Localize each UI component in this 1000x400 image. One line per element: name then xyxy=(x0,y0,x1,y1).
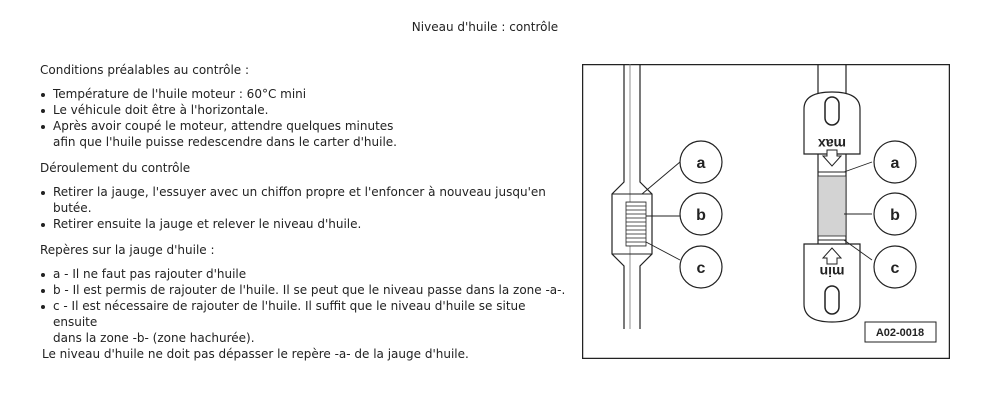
marker-item-continuation: dans la zone -b- (zone hachurée). xyxy=(53,331,255,345)
level-note: Le niveau d'huile ne doit pas dépasser le repère -a- de la jauge d'huile. xyxy=(42,347,469,361)
dipstick-figure xyxy=(582,64,950,359)
page-title: Niveau d'huile : contrôle xyxy=(411,20,559,34)
min-label: min xyxy=(819,264,845,280)
callout-b-right-label: b xyxy=(890,207,900,224)
figure-reference: A02-0018 xyxy=(875,327,925,339)
conditions-list xyxy=(40,86,570,150)
markers-heading: Repères sur la jauge d'huile : xyxy=(40,243,215,257)
condition-item: Température de l'huile moteur : 60°C mini xyxy=(53,86,570,102)
hatched-zone xyxy=(626,202,646,246)
procedure-item: Retirer ensuite la jauge et relever le niveau d'huile. xyxy=(53,216,570,232)
callout-a-left-label: a xyxy=(696,155,706,172)
marker-item-a: a - Il ne faut pas rajouter d'huile xyxy=(53,266,570,282)
left-callouts xyxy=(680,141,722,288)
condition-item-continuation: afin que l'huile puisse redescendre dans le carter d'huile. xyxy=(53,135,397,149)
conditions-heading: Conditions préalables au contrôle : xyxy=(40,63,250,77)
procedure-heading: Déroulement du contrôle xyxy=(40,161,191,175)
shaded-zone xyxy=(818,176,846,236)
max-label: max xyxy=(817,136,847,152)
condition-item: Le véhicule doit être à l'horizontale. xyxy=(53,102,570,118)
callout-c-left-label: c xyxy=(696,260,706,277)
condition-item: Après avoir coupé le moteur, attendre quelques minutes xyxy=(53,118,570,134)
procedure-list xyxy=(40,184,570,232)
callout-c-right-label: c xyxy=(890,260,900,277)
right-callouts xyxy=(874,141,916,288)
callout-b-left-label: b xyxy=(696,207,706,224)
markers-list xyxy=(40,266,570,346)
marker-item-c: c - Il est nécessaire de rajouter de l'huile. Il suffit que le niveau d'huile se situe ensuite xyxy=(53,298,570,330)
callout-a-right-label: a xyxy=(890,155,900,172)
dipstick-illustration xyxy=(582,64,950,359)
procedure-item: Retirer la jauge, l'essuyer avec un chiffon propre et l'enfoncer à nouveau jusqu'en butée. xyxy=(53,184,570,216)
instructions-column xyxy=(40,62,570,356)
marker-item-b: b - Il est permis de rajouter de l'huile. Il se peut que le niveau passe dans la zone -a-. xyxy=(53,282,570,298)
